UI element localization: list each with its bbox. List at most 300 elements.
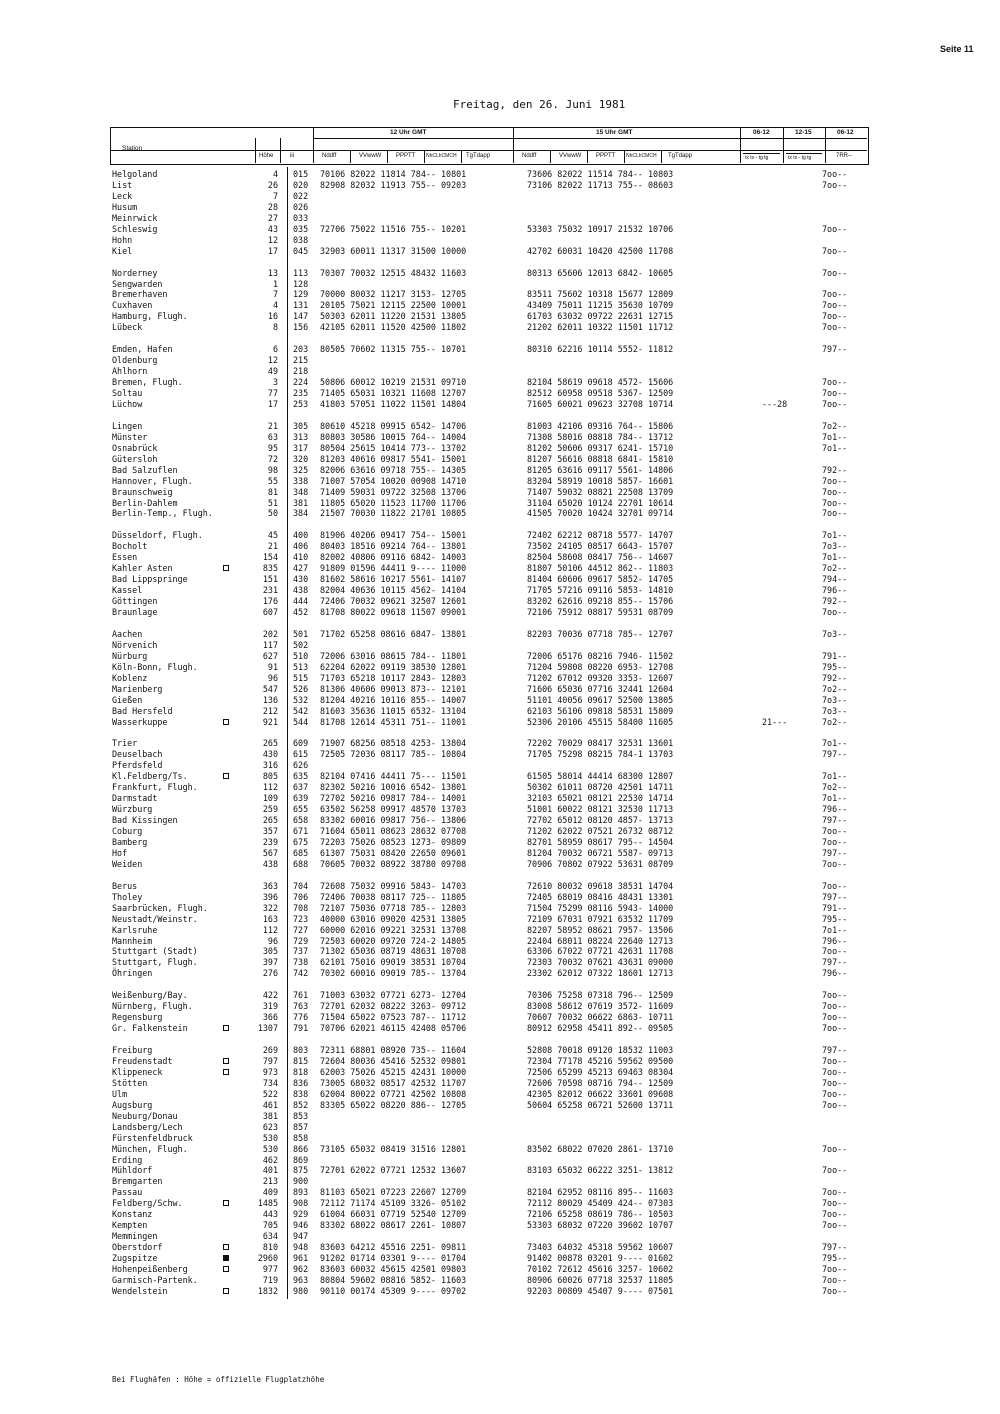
table-row <box>0 848 1000 859</box>
station-height: 117 <box>262 639 278 650</box>
station-height: 49 <box>267 366 278 377</box>
station-height: 17 <box>267 398 278 409</box>
station-height: 95 <box>267 442 278 453</box>
table-row <box>0 1176 1000 1187</box>
station-id: 946 <box>293 1220 309 1231</box>
station-name: Helgoland <box>112 169 158 179</box>
station-name: Gießen <box>112 694 143 705</box>
station-name: Oldenburg <box>112 355 158 366</box>
precip-group: 7oo-- <box>822 1012 848 1023</box>
station-id: 963 <box>293 1274 309 1285</box>
station-id: 706 <box>293 891 309 902</box>
station-name: Bad Salzuflen <box>112 464 178 475</box>
table-spacer-row <box>0 618 1000 629</box>
station-name: Lübeck <box>112 322 143 333</box>
station-id: 635 <box>293 771 309 782</box>
station-height: 7 <box>272 190 278 201</box>
station-height: 805 <box>262 771 278 782</box>
station-id: 615 <box>293 749 309 760</box>
station-id: 688 <box>293 858 309 869</box>
station-id: 510 <box>293 650 309 661</box>
station-name: Lüchow <box>112 398 143 409</box>
obs-12-uhr: 41803 57051 11022 11501 14804 <box>320 398 467 409</box>
table-spacer-row <box>0 410 1000 421</box>
station-height: 16 <box>267 311 278 322</box>
obs-15-uhr: 71202 62022 07521 26732 08712 <box>527 826 674 836</box>
precip-group: 792-- <box>822 672 848 683</box>
filled-square-marker <box>223 1255 229 1261</box>
station-height: 973 <box>262 1066 278 1077</box>
station-height: 1485 <box>257 1198 278 1209</box>
precip-group: 7oo-- <box>822 607 848 617</box>
station-name: Ahlhorn <box>112 366 148 377</box>
obs-15-uhr: 83008 58612 07619 3572- 11609 <box>527 1001 674 1012</box>
station-name: Emden, Hafen <box>112 344 173 355</box>
obs-12-uhr: 83302 60016 09817 756-- 13806 <box>320 815 467 826</box>
obs-15-uhr: 70102 72612 45616 3257- 10602 <box>527 1264 674 1274</box>
precip-group: 7oo-- <box>822 826 848 836</box>
station-name: Wendelstein <box>112 1285 168 1296</box>
station-height: 28 <box>267 201 278 212</box>
obs-15-uhr: 82203 70036 07718 785-- 12707 <box>527 628 674 639</box>
station-height: 154 <box>262 552 278 563</box>
station-height: 43 <box>267 223 278 234</box>
station-id: 639 <box>293 793 309 804</box>
precip-group: 7o1-- <box>822 431 848 442</box>
station-name: Koblenz <box>112 672 148 683</box>
station-id: 858 <box>293 1132 309 1143</box>
square-marker <box>223 1069 229 1075</box>
precip-group: 7oo-- <box>822 836 848 847</box>
obs-15-uhr: 83103 65032 06222 3251- 13812 <box>527 1165 674 1176</box>
station-name: Leck <box>112 190 133 201</box>
obs-15-uhr: 81003 42106 09316 764-- 15806 <box>527 420 674 431</box>
precip-group: 7oo-- <box>822 1023 848 1034</box>
obs-15-uhr: 80906 60026 07718 32537 11805 <box>527 1274 674 1285</box>
obs-15-uhr: 71407 59032 08821 22508 13709 <box>527 486 674 497</box>
station-name: Düsseldorf, Flugh. <box>112 530 203 541</box>
table-row <box>0 596 1000 607</box>
height-column-rule <box>287 167 288 1299</box>
table-spacer-row <box>0 333 1000 344</box>
station-height: 72 <box>267 453 278 464</box>
station-height: 977 <box>262 1264 278 1274</box>
precip-group: 7oo-- <box>822 1198 848 1209</box>
obs-15-uhr: 92203 00809 45407 9---- 07501 <box>527 1285 674 1296</box>
obs-15-uhr: 23302 62012 07322 18601 12713 <box>527 968 674 979</box>
obs-15-uhr: 72405 68019 08416 48431 13301 <box>527 891 674 902</box>
table-row <box>0 235 1000 246</box>
station-height: 366 <box>262 1012 278 1023</box>
precip-group: 795-- <box>822 1253 848 1264</box>
header-col: NhCLhCMCH <box>626 153 657 159</box>
precip-group: 7oo-- <box>822 311 848 322</box>
obs-12-uhr: 42105 62011 11520 42500 11802 <box>320 322 467 333</box>
station-height: 276 <box>262 968 278 979</box>
station-height: 265 <box>262 738 278 749</box>
station-height: 231 <box>262 585 278 596</box>
obs-15-uhr: 71606 65036 07716 32441 12604 <box>527 683 674 694</box>
obs-12-uhr: 72608 75032 09916 5843- 14703 <box>320 880 467 891</box>
obs-15-uhr: 72402 62212 08718 5577- 14707 <box>527 530 674 541</box>
header-group-12-15: 12-15 <box>795 129 812 136</box>
table-row <box>0 191 1000 202</box>
station-id: 675 <box>293 836 309 847</box>
station-height: 627 <box>262 650 278 661</box>
obs-15-uhr: 81807 50106 44512 862-- 11803 <box>527 563 674 574</box>
table-row <box>0 826 1000 837</box>
station-height: 6 <box>272 344 278 355</box>
table-row <box>0 837 1000 848</box>
station-id: 218 <box>293 366 309 377</box>
header-group-06-12: 06-12 <box>753 129 770 136</box>
obs-15-uhr: 73403 64032 45318 59562 10607 <box>527 1242 674 1253</box>
obs-15-uhr: 70607 70032 06622 6863- 10711 <box>527 1012 674 1023</box>
station-height: 438 <box>262 858 278 869</box>
obs-12-uhr: 72406 70032 09621 32507 12601 <box>320 596 467 607</box>
station-name: Klippeneck <box>112 1066 163 1077</box>
station-height: 397 <box>262 957 278 968</box>
station-height: 1307 <box>257 1023 278 1034</box>
precip-group: 7oo-- <box>822 858 848 869</box>
obs-15-uhr: 52306 20106 45515 58400 11605 <box>527 716 674 727</box>
station-name: Nürburg <box>112 650 148 661</box>
table-row <box>0 322 1000 333</box>
obs-12-uhr: 70706 62021 46115 42408 05706 <box>320 1023 467 1034</box>
table-row <box>0 498 1000 509</box>
obs-12-uhr: 72503 60020 09720 724-2 14805 <box>320 935 467 946</box>
square-marker <box>223 1200 229 1206</box>
precip-group: 794-- <box>822 574 848 585</box>
station-height: 50 <box>267 508 278 519</box>
header-col: PPPTT <box>396 153 416 159</box>
precip-group: 7o2-- <box>822 420 848 431</box>
obs-12-uhr: 82004 40636 10115 4562- 14104 <box>320 585 467 596</box>
obs-12-uhr: 72006 63016 08615 784-- 11801 <box>320 650 467 661</box>
station-height: 322 <box>262 902 278 913</box>
obs-15-uhr: 71705 75298 08215 784-1 13703 <box>527 749 674 760</box>
footer-note: Bei Flughäfen : Höhe = offizielle Flugplatzhöhe <box>112 1375 325 1384</box>
precip-group: 7oo-- <box>822 267 848 278</box>
table-row <box>0 454 1000 465</box>
obs-12-uhr: 32903 60011 11317 31500 10000 <box>320 245 467 256</box>
square-marker <box>223 1266 229 1272</box>
station-name: Cuxhaven <box>112 300 153 311</box>
table-row <box>0 706 1000 717</box>
station-name: Regensburg <box>112 1012 163 1023</box>
station-name: Gr. Falkenstein <box>112 1023 188 1034</box>
obs-12-uhr: 81708 12614 45311 751-- 11001 <box>320 716 467 727</box>
station-height: 1 <box>272 278 278 289</box>
header-col: VVwwW <box>359 153 382 159</box>
obs-12-uhr: 50303 62011 11220 21531 13805 <box>320 311 467 322</box>
station-height: 202 <box>262 628 278 639</box>
table-row <box>0 1286 1000 1297</box>
obs-12-uhr: 70106 82022 11814 784-- 10801 <box>320 169 467 179</box>
table-row <box>0 673 1000 684</box>
obs-15-uhr: 50604 65258 06721 52600 13711 <box>527 1099 674 1110</box>
obs-15-uhr: 72202 70029 08417 32531 13601 <box>527 738 674 749</box>
station-name: Oberstdorf <box>112 1242 163 1253</box>
station-height: 4 <box>272 169 278 179</box>
table-row <box>0 399 1000 410</box>
station-name: Bad Kissingen <box>112 815 178 826</box>
obs-12-uhr: 80505 70602 11315 755-- 10701 <box>320 344 467 355</box>
table-row <box>0 859 1000 870</box>
precip-group: 795-- <box>822 661 848 672</box>
table-row <box>0 1056 1000 1067</box>
precip-group: 7o1-- <box>822 924 848 935</box>
obs-12-uhr: 71604 65011 08623 28632 07708 <box>320 826 467 836</box>
header-col: TgTdapp <box>466 153 491 159</box>
table-row <box>0 684 1000 695</box>
station-height: 547 <box>262 683 278 694</box>
station-id: 452 <box>293 607 309 617</box>
table-row <box>0 1165 1000 1176</box>
obs-12-uhr: 80803 30586 10015 764-- 14004 <box>320 431 467 442</box>
obs-12-uhr: 70605 70032 08922 38780 09708 <box>320 858 467 869</box>
square-marker <box>223 1288 229 1294</box>
station-height: 4 <box>272 300 278 311</box>
station-height: 316 <box>262 760 278 771</box>
station-height: 430 <box>262 749 278 760</box>
station-id: 348 <box>293 486 309 497</box>
station-name: Neustadt/Weinstr. <box>112 913 198 924</box>
obs-12-uhr: 81906 40206 09417 754-- 15001 <box>320 530 467 541</box>
precip-group: 7oo-- <box>822 1143 848 1154</box>
obs-15-uhr: 71202 67012 09320 3353- 12607 <box>527 672 674 683</box>
precip-group: 792-- <box>822 464 848 475</box>
station-id: 776 <box>293 1012 309 1023</box>
obs-12-uhr: 61004 66031 07719 52540 12709 <box>320 1209 467 1220</box>
square-marker <box>223 1058 229 1064</box>
obs-15-uhr: 72304 77178 45216 59562 09500 <box>527 1055 674 1066</box>
obs-12-uhr: 62004 80022 07721 42502 10808 <box>320 1088 467 1099</box>
table-row <box>0 169 1000 180</box>
precip-group: 7oo-- <box>822 1165 848 1176</box>
station-name: Aachen <box>112 628 143 639</box>
table-row <box>0 607 1000 618</box>
precip-group: 797-- <box>822 815 848 826</box>
obs-12-uhr: 72702 50216 09817 784-- 14001 <box>320 793 467 804</box>
obs-12-uhr: 80610 45218 09915 6542- 14706 <box>320 420 467 431</box>
station-height: 797 <box>262 1055 278 1066</box>
square-marker <box>223 773 229 779</box>
obs-15-uhr: 91402 00878 03201 9---- 01602 <box>527 1253 674 1264</box>
obs-12-uhr: 73105 65032 08419 31516 12801 <box>320 1143 467 1154</box>
station-name: Göttingen <box>112 596 158 607</box>
table-row <box>0 1133 1000 1144</box>
table-row <box>0 541 1000 552</box>
table-row <box>0 246 1000 257</box>
header-group-15-uhr: 15 Uhr GMT <box>596 129 633 136</box>
table-row <box>0 968 1000 979</box>
table-spacer-row <box>0 727 1000 738</box>
station-name: Fürstenfeldbruck <box>112 1132 193 1143</box>
precip-group: 7oo-- <box>822 179 848 190</box>
obs-15-uhr: 72106 65258 08619 786-- 10503 <box>527 1209 674 1220</box>
station-id: 406 <box>293 541 309 552</box>
precip-group: 7oo-- <box>822 289 848 300</box>
obs-15-uhr: 72702 65012 08120 4857- 13713 <box>527 815 674 826</box>
obs-15-uhr: 72109 67031 07921 63532 11709 <box>527 913 674 924</box>
table-row <box>0 1111 1000 1122</box>
station-id: 033 <box>293 212 309 223</box>
header-col-c: 7RR-- <box>836 153 852 159</box>
precip-group: 7oo-- <box>822 322 848 333</box>
precip-group: 797-- <box>822 1045 848 1055</box>
station-id: 980 <box>293 1285 309 1296</box>
station-name: Mühldorf <box>112 1165 153 1176</box>
obs-15-uhr: 70906 70802 07922 53631 08709 <box>527 858 674 869</box>
obs-12-uhr: 20105 75021 12115 22500 10001 <box>320 300 467 311</box>
station-id: 815 <box>293 1055 309 1066</box>
precip-group: 7oo-- <box>822 1099 848 1110</box>
table-row <box>0 946 1000 957</box>
table-row <box>0 925 1000 936</box>
obs-12-uhr: 72406 70038 08117 725-- 11805 <box>320 891 467 902</box>
obs-12-uhr: 62204 62022 09119 38530 12801 <box>320 661 467 672</box>
precip-group: 7oo-- <box>822 223 848 234</box>
table-row <box>0 1231 1000 1242</box>
station-id: 128 <box>293 278 309 289</box>
station-id: 131 <box>293 300 309 311</box>
page-label: Seite 11 <box>940 44 974 54</box>
station-height: 13 <box>267 267 278 278</box>
station-name: Ulm <box>112 1088 128 1099</box>
station-id: 400 <box>293 530 309 541</box>
station-height: 567 <box>262 847 278 858</box>
table-row <box>0 585 1000 596</box>
station-id: 763 <box>293 1001 309 1012</box>
table-row <box>0 1122 1000 1133</box>
station-height: 461 <box>262 1099 278 1110</box>
station-name: Hannover, Flugh. <box>112 475 193 486</box>
station-id: 026 <box>293 201 309 212</box>
obs-15-uhr: 61703 63032 09722 22631 12715 <box>527 311 674 322</box>
station-name: Mannheim <box>112 935 153 946</box>
precip-group: 7oo-- <box>822 1264 848 1274</box>
station-name: Neuburg/Donau <box>112 1110 178 1121</box>
obs-12-uhr: 72203 75026 08523 1273- 09809 <box>320 836 467 847</box>
station-height: 212 <box>262 705 278 716</box>
obs-15-uhr: 52808 70018 09120 18532 11003 <box>527 1045 674 1055</box>
precip-group: 7oo-- <box>822 880 848 891</box>
table-row <box>0 815 1000 826</box>
obs-12-uhr: 71504 65022 07523 787-- 11712 <box>320 1012 467 1023</box>
precip-group: 796-- <box>822 585 848 596</box>
table-row <box>0 388 1000 399</box>
table-row <box>0 1209 1000 1220</box>
precip-group: 7oo-- <box>822 475 848 486</box>
station-id: 803 <box>293 1045 309 1055</box>
station-id: 961 <box>293 1253 309 1264</box>
station-name: Essen <box>112 552 138 563</box>
table-row <box>0 300 1000 311</box>
obs-12-uhr: 91809 01596 44411 9---- 11000 <box>320 563 467 574</box>
station-name: Stuttgart, Flugh. <box>112 957 198 968</box>
station-height: 409 <box>262 1187 278 1198</box>
obs-15-uhr: 71705 57216 09116 5853- 14810 <box>527 585 674 596</box>
station-height: 530 <box>262 1143 278 1154</box>
obs-15-uhr: 81204 70032 06721 5587- 09713 <box>527 847 674 858</box>
precip-group: 791-- <box>822 650 848 661</box>
precip-group: 797-- <box>822 749 848 760</box>
precip-group: 797-- <box>822 344 848 355</box>
page-title: Freitag, den 26. Juni 1981 <box>453 98 626 111</box>
station-name: Passau <box>112 1187 143 1198</box>
precip-group: 7o1-- <box>822 552 848 563</box>
station-height: 136 <box>262 694 278 705</box>
header-col: TgTdapp <box>668 153 693 159</box>
station-id: 869 <box>293 1154 309 1165</box>
station-name: Berlin-Dahlem <box>112 497 178 508</box>
table-row <box>0 432 1000 443</box>
header-station: Station <box>122 145 143 152</box>
obs-15-uhr: 71308 58016 08818 784-- 13712 <box>527 431 674 442</box>
station-name: Kempten <box>112 1220 148 1231</box>
obs-15-uhr: 63306 67022 07721 42631 11708 <box>527 946 674 957</box>
station-height: 27 <box>267 212 278 223</box>
precip-group: 7o3-- <box>822 694 848 705</box>
obs-15-uhr: 80912 62958 45411 892-- 09505 <box>527 1023 674 1034</box>
header-col: Nddff <box>522 153 537 159</box>
obs-12-uhr: 71907 68256 08518 4253- 13804 <box>320 738 467 749</box>
station-name: Bocholt <box>112 541 148 552</box>
obs-15-uhr: 82104 58619 09618 4572- 15606 <box>527 377 674 388</box>
station-height: 112 <box>262 924 278 935</box>
obs-12-uhr: 72701 62032 08222 3263- 09712 <box>320 1001 467 1012</box>
station-name: Kassel <box>112 585 143 596</box>
station-id: 320 <box>293 453 309 464</box>
station-name: Landsberg/Lech <box>112 1121 183 1132</box>
station-height: 112 <box>262 782 278 793</box>
obs-12-uhr: 80504 25615 10414 773-- 13702 <box>320 442 467 453</box>
station-height: 719 <box>262 1274 278 1285</box>
station-id: 015 <box>293 169 309 179</box>
station-name: Hamburg, Flugh. <box>112 311 188 322</box>
table-row <box>0 1012 1000 1023</box>
obs-12-uhr: 82908 82032 11913 755-- 09203 <box>320 179 467 190</box>
obs-15-uhr: 83204 58919 10018 5857- 16601 <box>527 475 674 486</box>
station-name: Bad Hersfeld <box>112 705 173 716</box>
obs-12-uhr: 62003 75026 45215 42431 10000 <box>320 1066 467 1077</box>
station-name: Weißenburg/Bay. <box>112 990 188 1001</box>
precip-group: 7oo-- <box>822 1285 848 1296</box>
station-id: 655 <box>293 804 309 815</box>
station-id: 502 <box>293 639 309 650</box>
station-id: 838 <box>293 1088 309 1099</box>
station-height: 443 <box>262 1209 278 1220</box>
precip-group: 7o2-- <box>822 683 848 694</box>
precip-group: 7oo-- <box>822 169 848 179</box>
precip-group: 7o3-- <box>822 628 848 639</box>
station-id: 438 <box>293 585 309 596</box>
precip-group: 7oo-- <box>822 946 848 957</box>
obs-15-uhr: 72006 65176 08216 7946- 11502 <box>527 650 674 661</box>
station-name: Stuttgart (Stadt) <box>112 946 198 957</box>
table-row <box>0 782 1000 793</box>
table-row <box>0 1078 1000 1089</box>
obs-12-uhr: 50806 60012 10219 21531 09710 <box>320 377 467 388</box>
station-name: Lingen <box>112 420 143 431</box>
station-id: 791 <box>293 1023 309 1034</box>
station-id: 224 <box>293 377 309 388</box>
obs-15-uhr: 83502 68022 07020 2861- 13710 <box>527 1143 674 1154</box>
obs-12-uhr: 81103 65021 07223 22607 12709 <box>320 1187 467 1198</box>
precip-group: 7oo-- <box>822 1187 848 1198</box>
table-row <box>0 443 1000 454</box>
